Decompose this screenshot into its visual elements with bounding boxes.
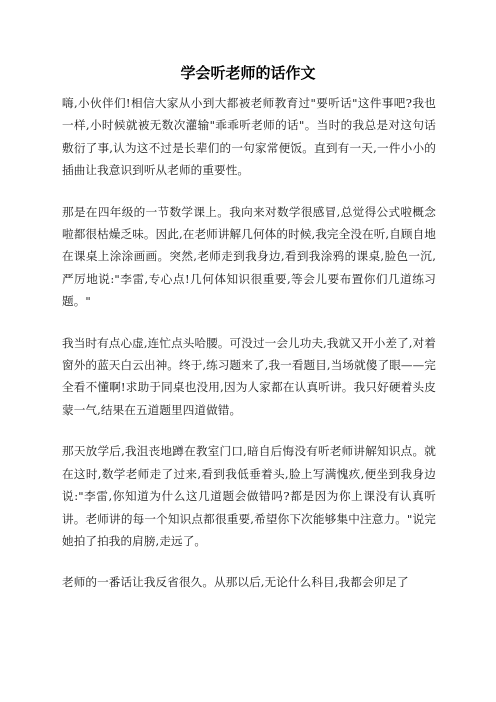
paragraph: 我当时有点心虚,连忙点头哈腰。可没过一会儿功夫,我就又开小差了,对着窗外的蓝天白云出神。终于,练习题来了,我一看题目,当场就傻了眼——完全看不懂啊!求助于同桌也没用,因为人家都在认真听讲。我只好硬着头皮蒙一气,结果在五道题里四道做错。: [62, 335, 436, 417]
paragraph: 老师的一番话让我反省很久。从那以后,无论什么科目,我都会卯足了: [62, 575, 409, 590]
document-title: 学会听老师的话作文: [180, 64, 316, 82]
paragraph: 嗨,小伙伴们!相信大家从小到大都被老师教育过"要听话"这件事吧?我也一样,小时候就被无数次灌输"乖乖听老师的话"。当时的我总是对这句话敷衍了事,认为这不过是长辈们的一句家常便饭。直到有一天,一件小小的插曲让我意识到听从老师的重要性。: [62, 96, 436, 178]
paragraph: 那是在四年级的一节数学课上。我向来对数学很感冒,总觉得公式啦概念啦都很枯燥乏味。因此,在老师讲解几何体的时候,我完全没在听,自顾自地在课桌上涂涂画画。突然,老师走到我身边,看到我涂鸦的课桌,脸色一沉,严厉地说:"李雷,专心点!几何体知识很重要,等会儿要布置你们几道练习题。": [62, 204, 436, 309]
document-body: [62, 92, 436, 613]
paragraph: 那天放学后,我沮丧地蹲在教室门口,暗自后悔没有听老师讲解知识点。就在这时,数学老师走了过来,看到我低垂着头,脸上写满愧疚,便坐到我身边说:"李雷,你知道为什么这几道题会做错吗?都是因为你上课没有认真听讲。老师讲的每一个知识点都很重要,希望你下次能够集中注意力。"说完她拍了拍我的肩膀,走远了。: [62, 444, 436, 548]
